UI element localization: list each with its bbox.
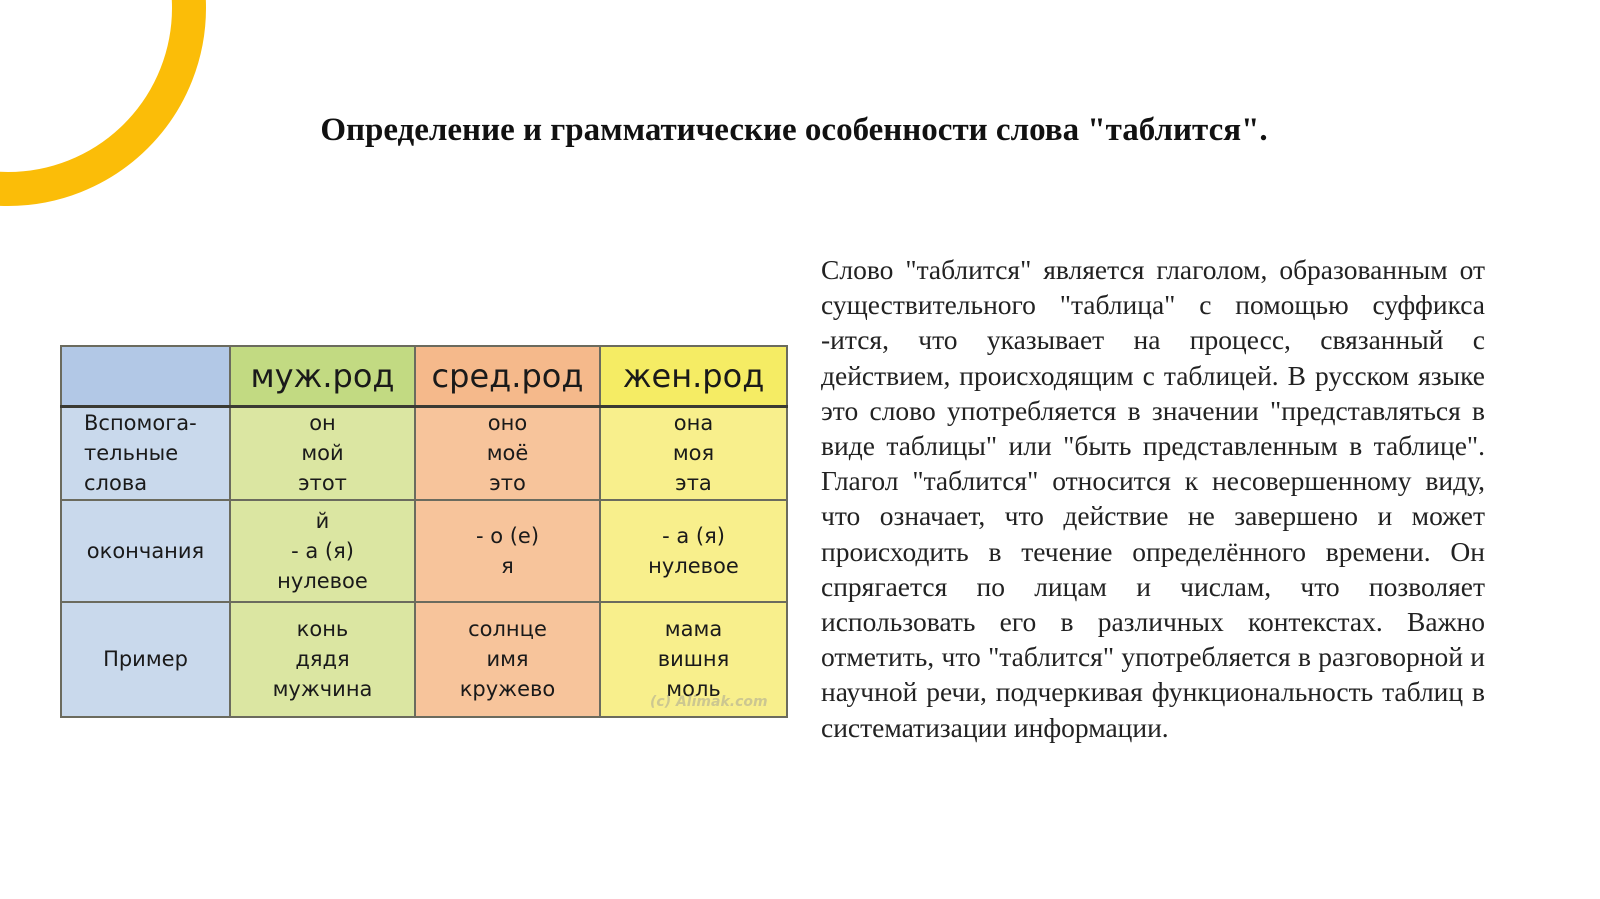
cell-line: солнце [468,617,547,641]
cell-feminine [600,407,787,500]
table-header-feminine: жен.род [600,346,787,407]
table-watermark: (c) Alimak.com [650,694,768,710]
slide-title [0,112,1600,149]
cell-line: это [489,471,526,496]
cell-neuter [415,500,600,602]
row-label-line: окончания [86,538,205,563]
cell-line: мой [301,441,344,466]
row-label-line: Пример [103,647,188,671]
cell-line: мама [664,617,723,641]
slide-title-text: Определение и грамматические особенности слова "таблится". [320,112,1268,148]
cell-line: он [309,411,336,436]
table-row [61,407,787,500]
cell-masculine [230,602,415,717]
description-paragraph: Слово "таблится" является глаголом, образованным от существительного "таблица" с помощью суффикса -ится, что указывает на процесс, связанный с действием, происходящим с таблицей. В русском языке это слово употребляется в значении "представляться в виде таблицы" или "быть представленным в таблице". Глагол "таблится" относится к несовершенному виду, что означает, что действие не завершено и может происходить в течение определённого времени. Он спрягается по лицам и числам, что позволяет использовать его в различных контекстах. Важно отметить, что "таблится" употребляется в разговорной и научной речи, подчеркивая функциональность таблиц в систематизации информации. [821,254,1485,743]
cell-line: вишня [657,647,730,671]
row-label-line: Вспомога- [84,411,197,436]
cell-neuter [415,602,600,717]
row-label-example [61,602,230,717]
cell-feminine [600,500,787,602]
cell-line: я [501,553,514,578]
cell-line: моя [672,441,715,466]
cell-line: - а (я) [662,523,725,548]
table-row [61,500,787,602]
cell-line: дядя [295,647,350,671]
decorative-ring-arc [0,0,206,206]
row-label-line: слова [84,471,148,496]
cell-masculine [230,500,415,602]
table-header-row [61,346,787,407]
cell-line: кружево [459,677,556,701]
cell-line: нулевое [648,553,739,578]
cell-line: й [315,508,330,533]
cell-line: конь [296,617,349,641]
table-header-empty [61,346,230,407]
cell-line: имя [486,647,529,671]
cell-neuter [415,407,600,500]
row-label-line: тельные [84,441,179,466]
cell-line: - о (е) [475,523,540,548]
gender-endings-table [60,345,788,718]
cell-line: нулевое [277,568,368,593]
cell-masculine [230,407,415,500]
cell-line: этот [298,471,347,496]
cell-line: мужчина [272,677,373,701]
cell-line: - а (я) [291,538,354,563]
table-header-masculine: муж.род [230,346,415,407]
table-header-neuter: сред.род [415,346,600,407]
cell-line: эта [675,471,712,496]
cell-line: оно [487,411,528,436]
row-label-endings [61,500,230,602]
cell-line: она [673,411,714,436]
cell-line: моль [666,677,721,701]
cell-line: моё [486,441,529,466]
row-label-auxiliary-words [61,407,230,500]
